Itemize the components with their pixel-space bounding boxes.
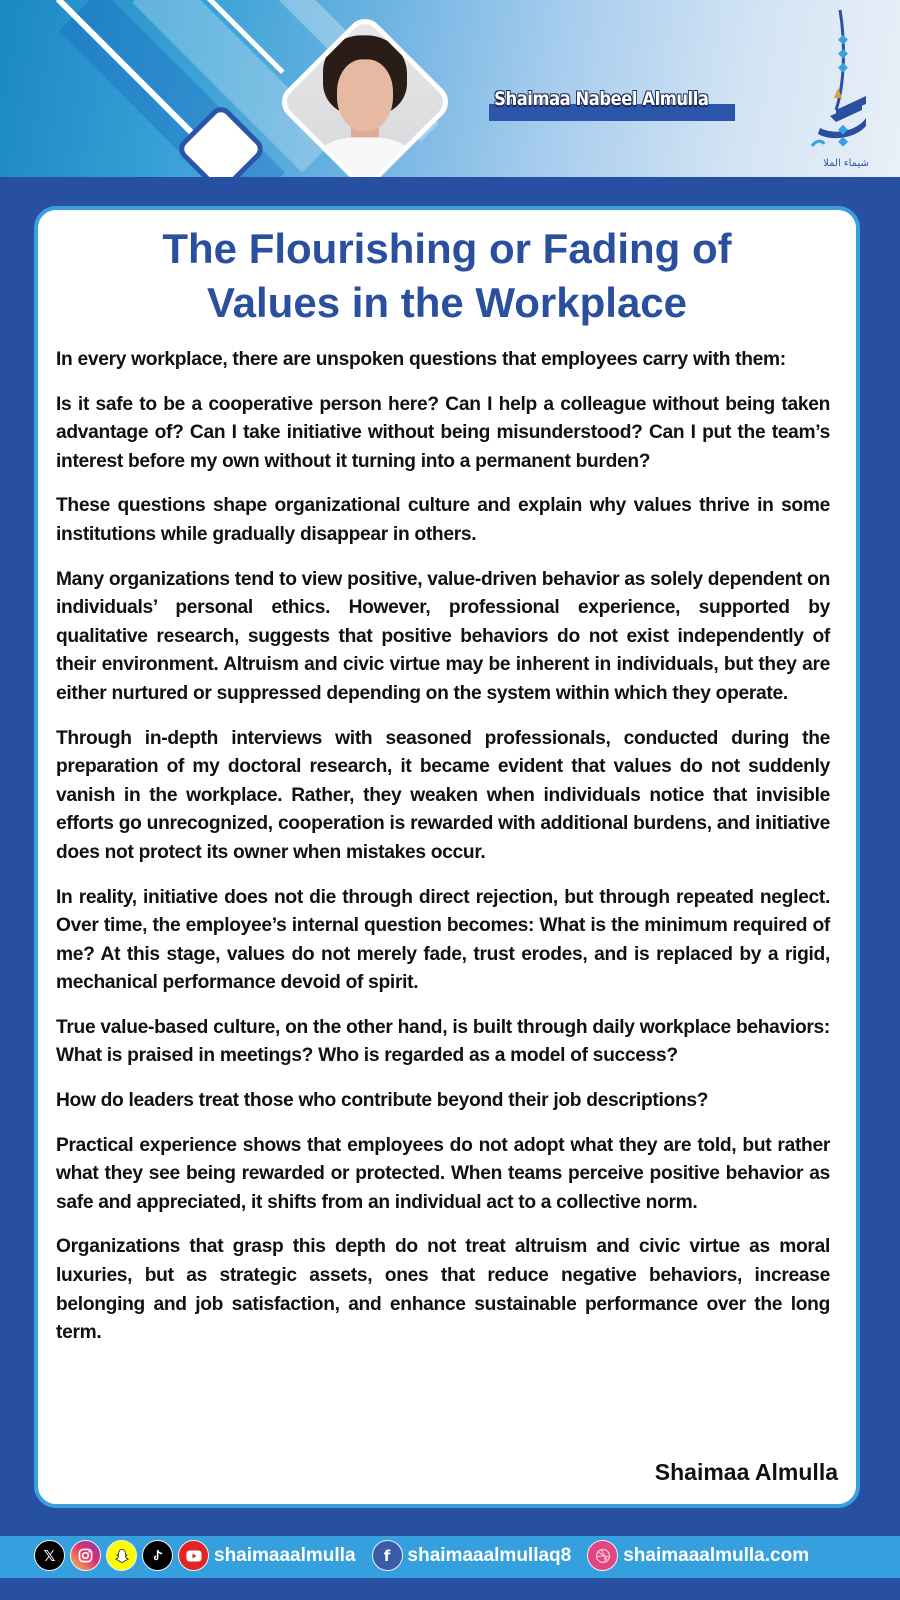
header-banner [0, 0, 900, 177]
facebook-icon[interactable]: f [372, 1540, 403, 1571]
paragraph: Through in-depth interviews with seasoned professionals, conducted during the preparation of my doctoral research, it became evident that values do not suddenly vanish in the workplace. Rather, they weaken when individuals notice that invisible efforts go unrecognized, cooperation is rewarded with additional burdens, and initiative does not protect its owner when mistakes occur. [56, 727, 830, 863]
paragraph: Organizations that grasp this depth do not treat altruism and civic virtue as moral luxuries, but as strategic assets, ones that reduce negative behaviors, increase belonging and job satisfaction, and enhance sustainable performance over the long term. [56, 1236, 830, 1344]
logo-text: شيماء الملا [823, 158, 869, 169]
paragraph: Many organizations tend to view positive, value-driven behavior as solely dependent on individuals’ personal ethics. However, professional experience, supported by qualitative research, suggests that positive behaviors do not exist independently of their environment. Altruism and civic virtue may be inherent in individuals, but they are either nurtured or suppressed depending on the system within which they operate. [56, 568, 830, 704]
title-line-1: The Flourishing or Fading of [162, 225, 732, 272]
paragraph: True value-based culture, on the other hand, is built through daily workplace behaviors: What is praised in meetings? Who is regarded as a model of success? [56, 1016, 830, 1067]
article-body [56, 346, 830, 1364]
pen-logo-icon [806, 6, 886, 156]
author-name: Shaimaa Nabeel Almulla [494, 88, 709, 110]
instagram-icon[interactable] [70, 1540, 101, 1571]
social-footer [0, 1536, 900, 1578]
website-globe-icon[interactable] [587, 1540, 618, 1571]
article-card [34, 206, 860, 1508]
youtube-icon[interactable] [178, 1540, 209, 1571]
author-signature: Shaimaa Almulla [654, 1459, 838, 1485]
tiktok-icon[interactable] [142, 1540, 173, 1571]
paragraph: These questions shape organizational culture and explain why values thrive in some institutions while gradually disappear in others. [56, 495, 830, 545]
calligraphy-logo [806, 6, 886, 174]
social-links [34, 1540, 825, 1571]
paragraph: In reality, initiative does not die through direct rejection, but through repeated neglect. Over time, the employee’s internal question becomes: What is the minimum required of me? At this stage, values do not merely fade, trust erodes, and is replaced by a rigid, mechanical performance devoid of spirit. [56, 886, 830, 994]
paragraph: In every workplace, there are unspoken questions that employees carry with them: [56, 349, 786, 370]
paragraph: How do leaders treat those who contribute beyond their job descriptions? [56, 1090, 709, 1112]
author-name-plate [489, 88, 744, 110]
website-link[interactable]: shaimaaalmulla.com [623, 1544, 810, 1566]
paragraph: Practical experience shows that employees do not adopt what they are told, but rather what they see being rewarded or protected. When teams perceive positive behavior as safe and appreciated, it shifts from an individual act to a collective norm. [56, 1134, 830, 1213]
article-title [38, 222, 856, 330]
social-handle[interactable]: shaimaaalmulla [214, 1544, 356, 1566]
title-line-2: Values in the Workplace [206, 279, 688, 326]
paragraph: Is it safe to be a cooperative person here? Can I help a colleague without being taken advantage of? Can I take initiative without being misunderstood? Can I put the team’s interest before my own without it turning into a permanent burden? [56, 393, 830, 472]
snapchat-icon[interactable] [106, 1540, 137, 1571]
x-icon[interactable]: 𝕏 [34, 1540, 65, 1571]
facebook-handle[interactable]: shaimaaalmullaq8 [407, 1544, 572, 1566]
